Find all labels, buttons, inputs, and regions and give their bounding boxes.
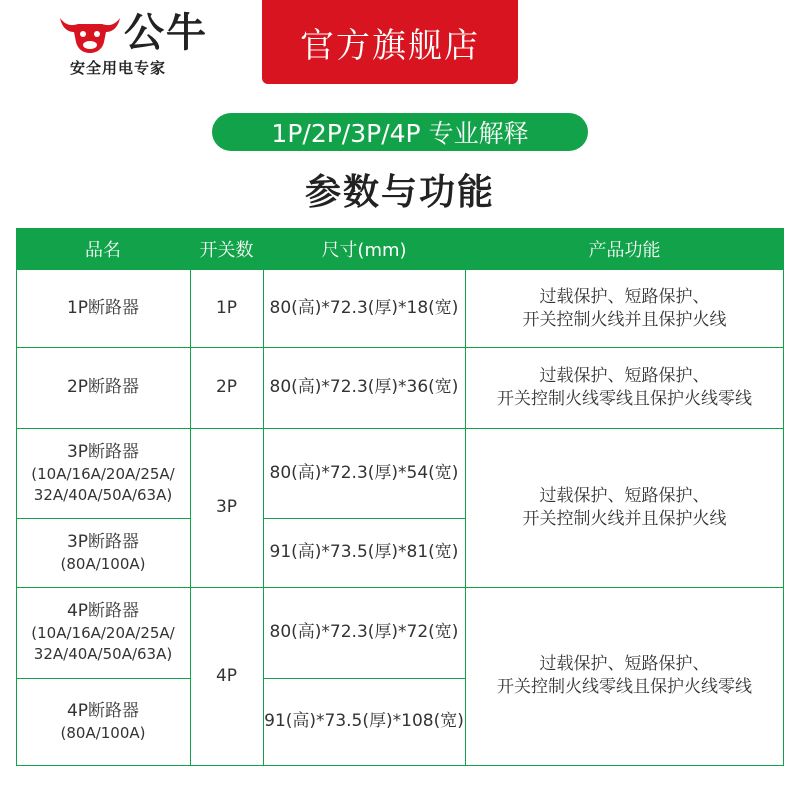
table-cell-function — [465, 587, 784, 765]
table-cell-poles — [190, 270, 263, 347]
column-header-poles: 开关数 — [190, 228, 263, 270]
table-cell-name — [16, 428, 190, 518]
function-line: 过载保护、短路保护、 — [539, 485, 710, 506]
table-cell-size — [263, 347, 465, 428]
table-cell-size — [263, 428, 465, 518]
pole-count: 3P — [215, 497, 238, 517]
product-name: 1P断路器 — [66, 298, 140, 318]
size-value: 91(高)*73.5(厚)*81(宽) — [269, 542, 459, 562]
table-cell-name — [16, 518, 190, 587]
table-cell-size — [263, 270, 465, 347]
table-cell-size — [263, 678, 465, 765]
product-name: 4P断路器 — [66, 601, 140, 621]
table-cell-name — [16, 587, 190, 678]
section-pill — [212, 113, 588, 151]
table-cell-poles — [190, 428, 263, 587]
table-cell-function — [465, 428, 784, 587]
pole-count: 1P — [215, 298, 238, 318]
current-range: (10A/16A/20A/25A/ — [31, 464, 175, 483]
pole-count: 2P — [215, 377, 238, 397]
brand-name: 公牛 — [124, 10, 208, 56]
current-range: 32A/40A/50A/63A) — [33, 485, 173, 504]
table-cell-function — [465, 270, 784, 347]
spec-table — [16, 228, 784, 766]
product-name: 3P断路器 — [66, 531, 140, 552]
brand-logo — [58, 10, 248, 78]
size-value: 80(高)*72.3(厚)*36(宽) — [269, 377, 459, 397]
store-title: 官方旗舰店 — [300, 25, 480, 66]
current-range: 32A/40A/50A/63A) — [33, 645, 173, 663]
size-value: 80(高)*72.3(厚)*18(宽) — [269, 298, 459, 318]
size-value: 80(高)*72.3(厚)*54(宽) — [269, 462, 459, 483]
store-banner[interactable] — [262, 0, 518, 84]
column-header-function: 产品功能 — [465, 228, 784, 270]
table-border — [16, 765, 784, 766]
page-title: 参数与功能 — [304, 172, 495, 213]
product-name: 2P断路器 — [66, 377, 140, 397]
pole-count: 4P — [215, 665, 238, 686]
table-cell-name — [16, 678, 190, 765]
pill-title: 1P/2P/3P/4P 专业解释 — [271, 119, 529, 148]
function-line: 开关控制火线并且保护火线 — [522, 309, 727, 330]
table-cell-size — [263, 518, 465, 587]
column-header-size: 尺寸(mm) — [263, 228, 465, 270]
function-line: 过载保护、短路保护、 — [539, 365, 710, 386]
current-range: (80A/100A) — [60, 723, 146, 742]
size-value: 80(高)*72.3(厚)*72(宽) — [269, 622, 459, 642]
table-cell-poles — [190, 587, 263, 765]
function-line: 开关控制火线并且保护火线 — [522, 508, 727, 529]
product-name: 4P断路器 — [66, 700, 140, 721]
current-range: (80A/100A) — [60, 554, 146, 573]
function-line: 过载保护、短路保护、 — [539, 654, 710, 674]
function-line: 开关控制火线零线且保护火线零线 — [497, 388, 752, 409]
product-name: 3P断路器 — [66, 441, 140, 462]
table-cell-size — [263, 587, 465, 678]
table-cell-poles — [190, 347, 263, 428]
table-cell-name — [16, 270, 190, 347]
size-value: 91(高)*73.5(厚)*108(宽) — [264, 711, 464, 731]
table-cell-name — [16, 347, 190, 428]
table-cell-function — [465, 347, 784, 428]
function-line: 开关控制火线零线且保护火线零线 — [497, 677, 752, 697]
current-range: (10A/16A/20A/25A/ — [31, 624, 175, 642]
bull-head-icon — [58, 12, 122, 54]
column-header-name: 品名 — [16, 228, 190, 270]
brand-slogan: 安全用电专家 — [70, 59, 167, 77]
function-line: 过载保护、短路保护、 — [539, 286, 710, 307]
